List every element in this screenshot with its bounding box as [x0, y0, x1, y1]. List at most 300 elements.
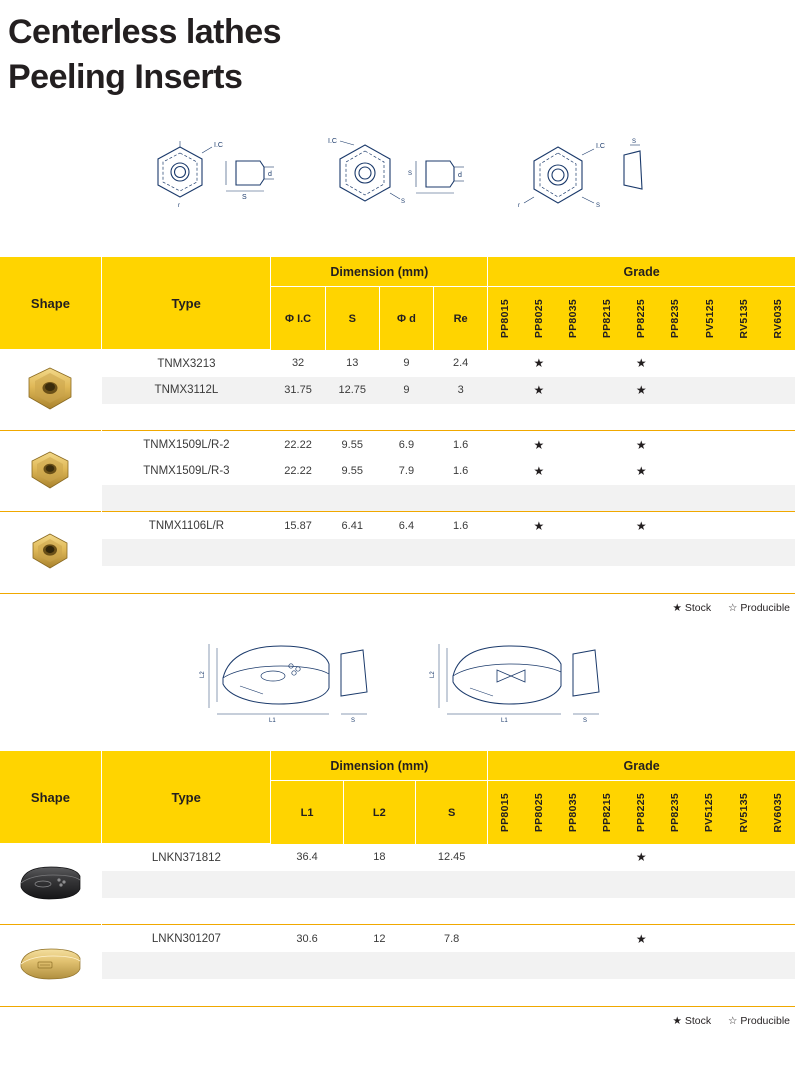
t1-grade-rv6035: RV6035	[761, 287, 795, 350]
t2-g0-r0-gr4: ★	[624, 844, 658, 871]
t1-g2-r2-d0	[271, 566, 325, 593]
page-title	[0, 0, 800, 100]
t2-grade-rv5135: RV5135	[727, 781, 761, 844]
t1-g2-r2-gr7	[727, 566, 761, 593]
t1-g0-r2-type	[101, 404, 271, 431]
t2-g1-r2-d1	[343, 979, 415, 1006]
t2-g1-r1-gr7	[727, 952, 761, 979]
table-row	[0, 485, 795, 512]
t1-g1-r1-gr7	[727, 458, 761, 485]
svg-text:L2: L2	[200, 671, 206, 678]
t1-g2-r0-d2: 6.4	[379, 512, 433, 539]
t1-g2-r1-gr7	[727, 539, 761, 566]
t2-g1-r2-gr1	[522, 979, 556, 1006]
table-row	[0, 979, 795, 1006]
wnmx-insert-diagram-1	[140, 135, 280, 235]
t1-g0-r1-d1: 12.75	[325, 377, 379, 404]
t1-g2-r0-gr0	[488, 512, 522, 539]
table-row	[0, 925, 795, 952]
t1-g0-r0-gr3	[590, 350, 624, 377]
svg-text:S: S	[351, 717, 356, 724]
t1-g2-r1-gr6	[692, 539, 726, 566]
t1-g0-r0-d1: 13	[325, 350, 379, 377]
t1-grade-pp8215: PP8215	[590, 287, 624, 350]
t2-g0-r1-gr8	[761, 871, 795, 898]
t2-g1-r1-d1	[343, 952, 415, 979]
t1-g1-r2-gr4	[624, 485, 658, 512]
t2-g1-r1-type	[101, 952, 271, 979]
t2-grade-pp8025: PP8025	[522, 781, 556, 844]
t2-g1-r0-gr4: ★	[624, 925, 658, 952]
lnkn-insert-diagram-2	[425, 636, 605, 731]
legend-stock-symbol-2: ★	[672, 1014, 682, 1027]
t1-g1-r2-d0	[271, 485, 325, 512]
t2-g0-r0-gr3	[590, 844, 624, 871]
t2-g1-r1-gr3	[590, 952, 624, 979]
t2-g0-r1-gr5	[658, 871, 692, 898]
t1-g0-r0-type: TNMX3213	[101, 350, 271, 377]
t2-g0-r0-gr7	[727, 844, 761, 871]
t1-g1-r0-gr1: ★	[522, 431, 556, 458]
t1-g2-r0-gr5	[658, 512, 692, 539]
t1-g2-r1-type	[101, 539, 271, 566]
page-title-line1: Centerless lathes	[8, 13, 282, 51]
t2-g1-r0-gr8	[761, 925, 795, 952]
legend-producible-symbol-2: ☆	[728, 1014, 738, 1027]
svg-text:L1: L1	[501, 717, 508, 724]
t1-g0-r2-gr8	[761, 404, 795, 431]
t1-g2-r0-gr2	[556, 512, 590, 539]
t2-g1-r1-gr4	[624, 952, 658, 979]
t1-grade-pp8235: PP8235	[658, 287, 692, 350]
t1-g0-r0-gr1: ★	[522, 350, 556, 377]
t1-g2-r1-gr4	[624, 539, 658, 566]
t2-g1-r2-gr2	[556, 979, 590, 1006]
t1-g1-r2-gr7	[727, 485, 761, 512]
t1-g1-r0-gr3	[590, 431, 624, 458]
t2-g1-r2-gr3	[590, 979, 624, 1006]
t2-g0-r2-type	[101, 898, 271, 925]
t1-g2-r0-type: TNMX1106L/R	[101, 512, 271, 539]
t1-grade-pp8035: PP8035	[556, 287, 590, 350]
shape-insert-wnmx-small	[0, 512, 101, 593]
t1-g1-r1-gr3	[590, 458, 624, 485]
spec-table-1	[0, 257, 795, 593]
table-row	[0, 539, 795, 566]
t1-g2-r0-d1: 6.41	[325, 512, 379, 539]
t1-g1-r0-d0: 22.22	[271, 431, 325, 458]
t2-g0-r0-type: LNKN371812	[101, 844, 271, 871]
t2-g1-r2-type	[101, 979, 271, 1006]
t2-g1-r1-gr6	[692, 952, 726, 979]
t1-g1-r2-d2	[379, 485, 433, 512]
t1-g1-r0-gr4: ★	[624, 431, 658, 458]
t1-g0-r1-gr2	[556, 377, 590, 404]
t1-g0-r2-gr7	[727, 404, 761, 431]
t1-g2-r2-gr2	[556, 566, 590, 593]
t1-g2-r0-gr6	[692, 512, 726, 539]
t2-g0-r1-gr3	[590, 871, 624, 898]
t1-g0-r1-gr8	[761, 377, 795, 404]
t2-g0-r2-gr0	[488, 898, 522, 925]
insert-icon-wnmx-large	[19, 364, 81, 414]
table-row	[0, 566, 795, 593]
t1-g0-r1-d2: 9	[379, 377, 433, 404]
t1-g2-r1-d0	[271, 539, 325, 566]
svg-text:S: S	[242, 193, 247, 201]
svg-text:S: S	[401, 198, 406, 205]
t2-g1-r1-gr1	[522, 952, 556, 979]
t1-header-type: Type	[101, 257, 271, 350]
t2-g0-r0-gr8	[761, 844, 795, 871]
wnmx-insert-diagram-3	[510, 135, 660, 235]
t1-g1-r0-gr0	[488, 431, 522, 458]
t1-g2-r1-gr1	[522, 539, 556, 566]
t2-g1-r2-gr4	[624, 979, 658, 1006]
page-title-line2: Peeling Inserts	[8, 57, 243, 96]
t1-g2-r0-d0: 15.87	[271, 512, 325, 539]
t1-g0-r2-d0	[271, 404, 325, 431]
t1-g1-r1-gr6	[692, 458, 726, 485]
t2-g1-r2-gr5	[658, 979, 692, 1006]
t2-g1-r2-gr0	[488, 979, 522, 1006]
shape-insert-wnmx-large	[0, 350, 101, 431]
t1-g1-r2-type	[101, 485, 271, 512]
t2-g1-r0-gr3	[590, 925, 624, 952]
t1-g0-r0-d3: 2.4	[434, 350, 488, 377]
t2-grade-pp8225: PP8225	[624, 781, 658, 844]
t2-g1-r2-gr7	[727, 979, 761, 1006]
t2-g0-r2-gr1	[522, 898, 556, 925]
table-row	[0, 898, 795, 925]
insert-icon-lnkn-gold	[13, 942, 87, 986]
t2-g0-r0-d1: 18	[343, 844, 415, 871]
t1-g1-r1-d1: 9.55	[325, 458, 379, 485]
t1-g0-r2-gr3	[590, 404, 624, 431]
t2-g0-r2-gr2	[556, 898, 590, 925]
t1-g1-r1-gr5	[658, 458, 692, 485]
t2-g0-r2-d0	[271, 898, 343, 925]
t1-g0-r0-gr2	[556, 350, 590, 377]
shape-insert-lnkn-gold	[0, 925, 101, 1006]
t2-grade-rv6035: RV6035	[761, 781, 795, 844]
t1-g2-r2-d2	[379, 566, 433, 593]
svg-text:L2: L2	[430, 671, 436, 678]
t2-g0-r1-gr6	[692, 871, 726, 898]
table-row	[0, 952, 795, 979]
t1-header-shape: Shape	[0, 257, 101, 350]
t1-g2-r2-gr8	[761, 566, 795, 593]
t1-g0-r2-d2	[379, 404, 433, 431]
t1-grade-rv5135: RV5135	[727, 287, 761, 350]
t2-header-dimension: Dimension (mm)	[271, 751, 488, 781]
t1-g0-r1-gr6	[692, 377, 726, 404]
t2-g1-r1-gr2	[556, 952, 590, 979]
t2-grade-pv5125: PV5125	[692, 781, 726, 844]
t1-g0-r0-gr0	[488, 350, 522, 377]
t1-g2-r1-gr0	[488, 539, 522, 566]
t1-col-re: Re	[434, 287, 488, 350]
t1-g0-r1-gr7	[727, 377, 761, 404]
t1-g1-r1-gr0	[488, 458, 522, 485]
t1-g2-r2-gr0	[488, 566, 522, 593]
t2-g1-r0-gr7	[727, 925, 761, 952]
legend-producible-symbol-1: ☆	[728, 601, 738, 614]
t2-g0-r2-gr3	[590, 898, 624, 925]
figure-strip-middle	[0, 614, 800, 751]
t2-g0-r0-gr6	[692, 844, 726, 871]
t1-g2-r1-d3	[434, 539, 488, 566]
t1-g1-r1-d3: 1.6	[434, 458, 488, 485]
t1-grade-pp8015: PP8015	[488, 287, 522, 350]
svg-text:I.C: I.C	[214, 141, 223, 149]
t1-grade-pp8025: PP8025	[522, 287, 556, 350]
t1-g2-r1-gr8	[761, 539, 795, 566]
t1-g1-r1-d0: 22.22	[271, 458, 325, 485]
table-row	[0, 458, 795, 485]
t2-g1-r0-gr1	[522, 925, 556, 952]
t1-g0-r0-d2: 9	[379, 350, 433, 377]
t1-g0-r2-gr0	[488, 404, 522, 431]
t2-g1-r1-gr0	[488, 952, 522, 979]
t2-g0-r1-d0	[271, 871, 343, 898]
t1-g0-r0-gr6	[692, 350, 726, 377]
t1-g0-r1-type: TNMX3112L	[101, 377, 271, 404]
t2-g0-r0-d0: 36.4	[271, 844, 343, 871]
t1-g0-r1-gr4: ★	[624, 377, 658, 404]
t1-g1-r2-gr5	[658, 485, 692, 512]
shape-insert-lnkn-black	[0, 844, 101, 925]
table-row	[0, 844, 795, 871]
t1-g0-r1-gr0	[488, 377, 522, 404]
svg-text:I.C: I.C	[328, 137, 337, 145]
t2-g1-r0-gr6	[692, 925, 726, 952]
t2-g1-r0-d2: 7.8	[415, 925, 487, 952]
t1-g0-r2-gr5	[658, 404, 692, 431]
t1-g1-r0-type: TNMX1509L/R-2	[101, 431, 271, 458]
t2-header-grade: Grade	[488, 751, 795, 781]
t1-col-ic: Φ I.C	[271, 287, 325, 350]
t1-g0-r2-gr1	[522, 404, 556, 431]
t1-g2-r0-gr7	[727, 512, 761, 539]
t1-g1-r1-gr8	[761, 458, 795, 485]
t2-g0-r2-d2	[415, 898, 487, 925]
t1-g1-r2-gr0	[488, 485, 522, 512]
t2-g0-r1-gr4	[624, 871, 658, 898]
svg-text:S: S	[632, 138, 637, 145]
t1-g2-r1-gr3	[590, 539, 624, 566]
t2-g0-r0-gr5	[658, 844, 692, 871]
svg-text:L1: L1	[269, 717, 276, 724]
t1-g0-r0-gr7	[727, 350, 761, 377]
t2-g1-r0-gr2	[556, 925, 590, 952]
t2-grade-pp8235: PP8235	[658, 781, 692, 844]
t1-g0-r0-gr8	[761, 350, 795, 377]
t1-g1-r2-d3	[434, 485, 488, 512]
t1-g1-r2-gr1	[522, 485, 556, 512]
figure-strip-top	[0, 100, 800, 257]
lnkn-insert-diagram-1	[195, 636, 375, 731]
t1-g1-r2-gr8	[761, 485, 795, 512]
table-row	[0, 377, 795, 404]
t2-g1-r0-gr5	[658, 925, 692, 952]
t1-g2-r2-gr3	[590, 566, 624, 593]
t2-g0-r1-gr7	[727, 871, 761, 898]
t1-col-s: S	[325, 287, 379, 350]
t2-g1-r1-gr8	[761, 952, 795, 979]
t2-col-s: S	[415, 781, 487, 844]
table-row	[0, 350, 795, 377]
t1-g1-r2-d1	[325, 485, 379, 512]
t2-g1-r2-d0	[271, 979, 343, 1006]
t2-g0-r2-gr6	[692, 898, 726, 925]
t2-g0-r1-gr2	[556, 871, 590, 898]
t2-g1-r0-d0: 30.6	[271, 925, 343, 952]
t1-grade-pv5125: PV5125	[692, 287, 726, 350]
t2-g0-r0-d2: 12.45	[415, 844, 487, 871]
t2-g0-r1-gr1	[522, 871, 556, 898]
t1-g2-r2-d1	[325, 566, 379, 593]
spec-table-2	[0, 751, 795, 1006]
t2-g0-r0-gr2	[556, 844, 590, 871]
t1-g2-r2-gr6	[692, 566, 726, 593]
t1-g0-r0-d0: 32	[271, 350, 325, 377]
wnmx-insert-diagram-2	[320, 135, 470, 235]
t1-g1-r1-gr1: ★	[522, 458, 556, 485]
t2-g0-r0-gr1	[522, 844, 556, 871]
t2-g0-r1-type	[101, 871, 271, 898]
t2-col-l1: L1	[271, 781, 343, 844]
t1-g1-r2-gr2	[556, 485, 590, 512]
legend-stock-label-1: Stock	[684, 601, 712, 614]
t1-g2-r0-gr8	[761, 512, 795, 539]
t1-g1-r1-gr2	[556, 458, 590, 485]
t1-g2-r1-d2	[379, 539, 433, 566]
t1-g0-r1-d3: 3	[434, 377, 488, 404]
t1-g1-r0-gr5	[658, 431, 692, 458]
t1-g1-r1-type: TNMX1509L/R-3	[101, 458, 271, 485]
t2-g1-r0-d1: 12	[343, 925, 415, 952]
t2-g1-r0-type: LNKN301207	[101, 925, 271, 952]
t1-g1-r0-d3: 1.6	[434, 431, 488, 458]
t1-header-grade: Grade	[488, 257, 795, 287]
t2-header-shape: Shape	[0, 751, 101, 844]
t2-g0-r1-gr0	[488, 871, 522, 898]
t1-g2-r1-gr2	[556, 539, 590, 566]
t1-g2-r2-gr1	[522, 566, 556, 593]
t1-g1-r0-gr2	[556, 431, 590, 458]
t1-g0-r2-gr4	[624, 404, 658, 431]
t2-g0-r2-gr4	[624, 898, 658, 925]
t2-g0-r2-gr7	[727, 898, 761, 925]
t2-g0-r0-gr0	[488, 844, 522, 871]
t2-g1-r1-d0	[271, 952, 343, 979]
t2-g1-r1-d2	[415, 952, 487, 979]
t1-g1-r2-gr6	[692, 485, 726, 512]
t1-g0-r1-d0: 31.75	[271, 377, 325, 404]
t2-grade-pp8015: PP8015	[488, 781, 522, 844]
svg-text:d: d	[458, 171, 462, 179]
t2-body	[0, 844, 795, 1006]
legend-stock-label-2: Stock	[684, 1014, 712, 1027]
table-row	[0, 431, 795, 458]
t1-g2-r0-gr1: ★	[522, 512, 556, 539]
svg-text:S: S	[596, 202, 601, 209]
svg-text:r: r	[518, 202, 520, 209]
t1-grade-pp8225: PP8225	[624, 287, 658, 350]
t1-g2-r2-gr4	[624, 566, 658, 593]
t1-g2-r2-d3	[434, 566, 488, 593]
svg-text:S: S	[583, 717, 588, 724]
insert-icon-lnkn-black	[13, 861, 87, 905]
table-row	[0, 871, 795, 898]
legend-stock-symbol-1: ★	[672, 601, 682, 614]
t1-g2-r1-d1	[325, 539, 379, 566]
t1-col-d: Φ d	[379, 287, 433, 350]
t1-g1-r2-gr3	[590, 485, 624, 512]
t1-g1-r0-d1: 9.55	[325, 431, 379, 458]
t1-g0-r2-gr6	[692, 404, 726, 431]
t2-g0-r1-d1	[343, 871, 415, 898]
t2-g0-r2-d1	[343, 898, 415, 925]
t2-g1-r2-d2	[415, 979, 487, 1006]
t2-header-type: Type	[101, 751, 271, 844]
t2-g0-r1-d2	[415, 871, 487, 898]
t1-body	[0, 350, 795, 593]
t1-g2-r1-gr5	[658, 539, 692, 566]
t1-g1-r1-d2: 7.9	[379, 458, 433, 485]
t2-g1-r0-gr0	[488, 925, 522, 952]
svg-text:r: r	[178, 202, 180, 209]
t1-g2-r2-gr5	[658, 566, 692, 593]
t2-g0-r2-gr8	[761, 898, 795, 925]
shape-insert-wnmx-medium	[0, 431, 101, 512]
t1-g0-r2-d1	[325, 404, 379, 431]
t1-g2-r2-type	[101, 566, 271, 593]
t1-g0-r2-d3	[434, 404, 488, 431]
svg-text:I.C: I.C	[596, 142, 605, 150]
t1-g1-r0-d2: 6.9	[379, 431, 433, 458]
t1-g2-r0-gr3	[590, 512, 624, 539]
legend-1	[0, 594, 800, 614]
legend-producible-label-1: Producible	[740, 601, 790, 614]
t2-g0-r2-gr5	[658, 898, 692, 925]
t1-g2-r0-d3: 1.6	[434, 512, 488, 539]
t1-g1-r0-gr7	[727, 431, 761, 458]
t2-g1-r1-gr5	[658, 952, 692, 979]
table-row	[0, 404, 795, 431]
t2-grade-pp8035: PP8035	[556, 781, 590, 844]
t1-g1-r0-gr8	[761, 431, 795, 458]
t2-g1-r2-gr8	[761, 979, 795, 1006]
t1-g1-r0-gr6	[692, 431, 726, 458]
t1-g0-r1-gr3	[590, 377, 624, 404]
t1-g0-r1-gr1: ★	[522, 377, 556, 404]
t1-g0-r0-gr5	[658, 350, 692, 377]
t2-grade-pp8215: PP8215	[590, 781, 624, 844]
legend-producible-label-2: Producible	[740, 1014, 790, 1027]
insert-icon-wnmx-small	[23, 529, 77, 573]
t2-col-l2: L2	[343, 781, 415, 844]
t1-g2-r0-gr4: ★	[624, 512, 658, 539]
table-row	[0, 512, 795, 539]
t1-g0-r1-gr5	[658, 377, 692, 404]
t1-g0-r0-gr4: ★	[624, 350, 658, 377]
svg-text:S: S	[408, 170, 413, 177]
t2-g1-r2-gr6	[692, 979, 726, 1006]
t1-g0-r2-gr2	[556, 404, 590, 431]
t1-header-dimension: Dimension (mm)	[271, 257, 488, 287]
